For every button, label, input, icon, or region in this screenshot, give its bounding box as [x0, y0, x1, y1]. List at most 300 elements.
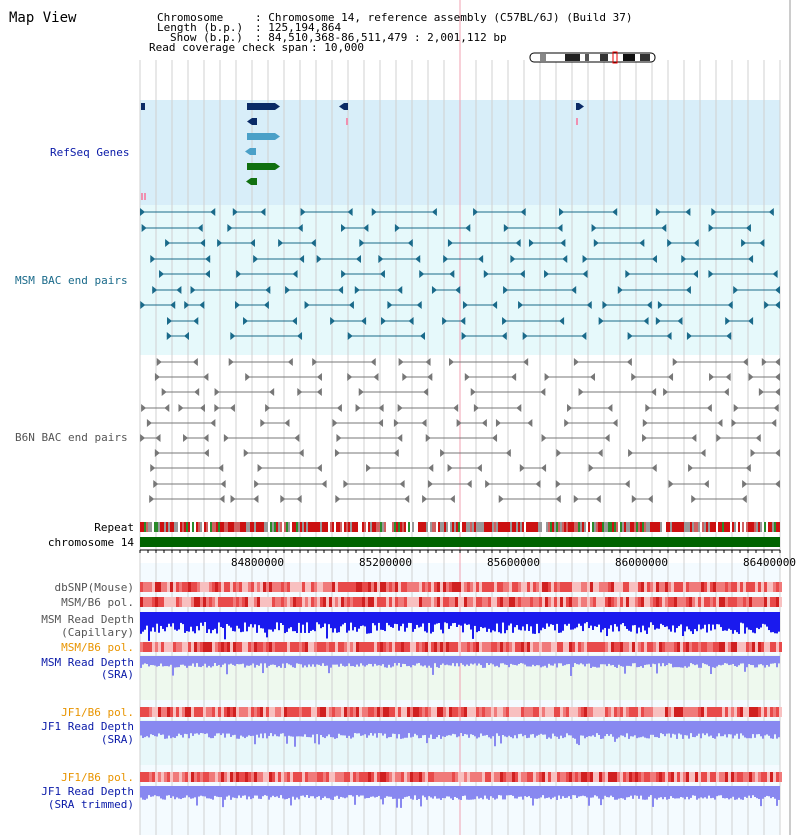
depth-bar [446, 656, 448, 665]
pol-cell [227, 582, 230, 592]
track-label-msm-depth-cap-1[interactable]: MSM Read Depth [41, 613, 134, 626]
depth-bar [628, 612, 630, 631]
pol-cell [491, 642, 494, 652]
depth-bar [520, 656, 522, 663]
pol-cell [212, 597, 215, 607]
depth-bar [374, 612, 376, 625]
repeat-segment [732, 522, 734, 532]
repeat-segment [342, 522, 344, 532]
depth-bar [672, 612, 674, 625]
depth-bar [196, 721, 198, 733]
depth-bar [480, 656, 482, 665]
depth-bar [214, 612, 216, 629]
repeat-segment [654, 522, 656, 532]
depth-bar [184, 656, 186, 666]
depth-bar [718, 612, 720, 624]
depth-bar [574, 656, 576, 663]
depth-bar [184, 786, 186, 798]
depth-bar [712, 786, 714, 798]
depth-bar [594, 656, 596, 667]
pol-cell [641, 597, 644, 607]
depth-bar [468, 656, 470, 666]
pol-cell [659, 642, 662, 652]
depth-bar [174, 786, 176, 799]
pol-cell [143, 582, 146, 592]
pol-cell [623, 597, 626, 607]
depth-bar [660, 656, 662, 666]
depth-bar [348, 612, 350, 631]
pol-cell [404, 597, 407, 607]
depth-bar [758, 656, 760, 665]
repeat-segment [188, 522, 190, 532]
depth-bar [328, 721, 330, 734]
pol-cell [377, 642, 380, 652]
pol-cell [671, 582, 674, 592]
bac-end [254, 480, 259, 488]
bac-end [333, 419, 338, 427]
pol-cell [749, 597, 752, 607]
repeat-segment [542, 522, 544, 532]
pol-cell [476, 642, 479, 652]
depth-bar [208, 612, 210, 629]
depth-bar [706, 721, 708, 733]
pol-cell [149, 642, 152, 652]
pol-cell [509, 597, 512, 607]
depth-bar [190, 721, 192, 733]
pol-cell [449, 772, 452, 782]
pol-cell [443, 642, 446, 652]
pol-cell [263, 772, 266, 782]
pol-cell [143, 707, 146, 717]
depth-bar [428, 721, 430, 738]
depth-bar [388, 721, 390, 737]
depth-bar [774, 656, 776, 663]
repeat-segment [500, 522, 502, 532]
gene [250, 148, 256, 155]
pol-cell [512, 772, 515, 782]
track-label-msm-b6-pol-1[interactable]: MSM/B6 pol. [61, 596, 134, 609]
depth-bar [274, 786, 276, 797]
depth-bar [690, 786, 692, 798]
depth-bar [350, 786, 352, 795]
depth-bar [518, 721, 520, 734]
depth-bar [240, 612, 242, 632]
pol-cell [377, 582, 380, 592]
pol-cell [140, 772, 143, 782]
depth-bar [478, 656, 480, 664]
depth-bar [482, 656, 484, 668]
repeat-segment [226, 522, 228, 532]
bac-end [147, 419, 152, 427]
depth-bar [644, 612, 646, 630]
pol-cell [677, 707, 680, 717]
gene [251, 178, 257, 185]
depth-bar [392, 656, 394, 666]
pol-cell [593, 707, 596, 717]
depth-bar [140, 721, 142, 735]
track-label-b6n-bac[interactable]: B6N BAC end pairs [15, 431, 128, 444]
depth-bar [260, 612, 262, 628]
depth-bar [360, 721, 362, 736]
pol-cell [674, 772, 677, 782]
bac-end [288, 358, 293, 366]
repeat-segment [574, 522, 576, 532]
depth-bar [432, 786, 434, 799]
repeat-segment [252, 522, 254, 532]
depth-bar [558, 656, 560, 663]
depth-bar [424, 786, 426, 797]
pol-cell [707, 597, 710, 607]
depth-bar [152, 656, 154, 665]
depth-bar [190, 656, 192, 666]
depth-bar [284, 786, 286, 799]
depth-bar [238, 721, 240, 739]
track-label-chromosome[interactable]: chromosome 14 [47, 536, 134, 549]
pol-cell [329, 642, 332, 652]
repeat-segment [684, 522, 686, 532]
repeat-segment [220, 522, 222, 532]
depth-bar [260, 786, 262, 799]
depth-bar [244, 721, 246, 738]
pol-cell [143, 642, 146, 652]
pol-cell [314, 642, 317, 652]
depth-bar [382, 721, 384, 736]
pol-cell [758, 597, 761, 607]
pol-cell [533, 582, 536, 592]
repeat-segment [318, 522, 320, 532]
pol-cell [233, 772, 236, 782]
depth-bar [416, 721, 418, 735]
depth-bar [492, 612, 494, 630]
pol-cell [740, 707, 743, 717]
depth-bar [292, 612, 294, 631]
depth-bar [508, 612, 510, 625]
pol-cell [458, 642, 461, 652]
pol-cell [413, 597, 416, 607]
pol-cell [767, 597, 770, 607]
pol-cell [749, 772, 752, 782]
pol-cell [341, 582, 344, 592]
depth-bar [218, 612, 220, 622]
depth-bar [374, 721, 376, 733]
depth-bar [698, 656, 700, 668]
depth-bar [758, 721, 760, 734]
depth-bar [670, 656, 672, 664]
pol-cell [206, 707, 209, 717]
pol-cell [350, 707, 353, 717]
depth-bar [570, 786, 572, 799]
depth-bar [512, 786, 514, 796]
pol-cell [140, 707, 143, 717]
pol-cell [290, 597, 293, 607]
depth-bar [490, 721, 492, 739]
depth-bar [468, 786, 470, 800]
bac-end [605, 434, 610, 442]
pol-cell [617, 707, 620, 717]
repeat-segment [432, 522, 434, 532]
track-label-repeat[interactable]: Repeat [94, 521, 134, 534]
depth-bar [662, 786, 664, 799]
depth-bar [696, 656, 698, 665]
track-label-jf1-pol-1[interactable]: JF1/B6 pol. [61, 706, 134, 719]
depth-bar [340, 786, 342, 797]
pol-cell [653, 707, 656, 717]
pol-cell [425, 772, 428, 782]
pol-cell [692, 642, 695, 652]
depth-bar [638, 721, 640, 737]
depth-bar [160, 612, 162, 626]
pol-cell [596, 597, 599, 607]
depth-bar [550, 612, 552, 624]
pol-cell [200, 582, 203, 592]
pol-cell [494, 707, 497, 717]
pol-cell [284, 642, 287, 652]
repeat-segment [326, 522, 328, 532]
pol-cell [701, 772, 704, 782]
depth-bar [430, 786, 432, 797]
pol-cell [443, 772, 446, 782]
depth-bar [344, 656, 346, 667]
pol-cell [776, 772, 779, 782]
gene [252, 118, 257, 125]
depth-bar [414, 656, 416, 666]
pol-cell [608, 707, 611, 717]
repeat-segment [338, 522, 340, 532]
pol-cell [566, 582, 569, 592]
pol-cell [416, 597, 419, 607]
pol-cell [320, 597, 323, 607]
repeat-segment [362, 522, 364, 532]
depth-bar [272, 786, 274, 796]
pol-cell [218, 597, 221, 607]
track-label-refseq[interactable]: RefSeq Genes [50, 146, 130, 159]
depth-bar [696, 721, 698, 736]
depth-bar [488, 612, 490, 629]
pol-cell [245, 707, 248, 717]
depth-bar [404, 721, 406, 738]
track-label-msm-depth-sra-1[interactable]: MSM Read Depth [41, 656, 134, 669]
repeat-segment [516, 522, 518, 532]
bac-end [742, 480, 747, 488]
pol-cell [263, 642, 266, 652]
repeat-segment [384, 522, 386, 532]
depth-bar [230, 786, 232, 800]
depth-bar [300, 786, 302, 796]
depth-bar [346, 656, 348, 666]
bac-end [397, 434, 402, 442]
pol-cell [425, 707, 428, 717]
pol-cell [275, 642, 278, 652]
track-label-jf1-depth-trim-1[interactable]: JF1 Read Depth [41, 785, 134, 798]
pol-cell [221, 707, 224, 717]
pol-cell [557, 707, 560, 717]
depth-bar [578, 656, 580, 665]
pol-cell [233, 597, 236, 607]
pol-cell [152, 582, 155, 592]
depth-bar [760, 656, 762, 664]
repeat-segment [238, 522, 240, 532]
depth-bar [588, 786, 590, 806]
jf1-pol-heat-1 [140, 707, 782, 717]
pol-cell [218, 772, 221, 782]
track-label-msm-bac[interactable]: MSM BAC end pairs [15, 274, 128, 287]
depth-bar [724, 656, 726, 663]
depth-bar [224, 612, 226, 639]
depth-bar [492, 786, 494, 798]
depth-bar [498, 721, 500, 736]
repeat-segment [370, 522, 372, 532]
bac-end [149, 495, 154, 503]
pol-cell [254, 707, 257, 717]
depth-bar [538, 656, 540, 665]
pol-cell [143, 597, 146, 607]
pol-cell [575, 772, 578, 782]
depth-bar [196, 786, 198, 806]
depth-bar [416, 612, 418, 625]
length-key: Length (b.p.) [157, 21, 244, 34]
depth-bar [754, 612, 756, 633]
pol-cell [626, 582, 629, 592]
depth-bar [246, 656, 248, 666]
pol-cell [416, 707, 419, 717]
depth-bar [352, 786, 354, 796]
depth-bar [650, 721, 652, 735]
depth-bar [456, 786, 458, 798]
pol-cell [578, 582, 581, 592]
pol-cell [596, 772, 599, 782]
pol-cell [506, 582, 509, 592]
depth-bar [522, 656, 524, 664]
pol-cell [596, 707, 599, 717]
repeat-segment [170, 522, 172, 532]
pol-cell [686, 582, 689, 592]
depth-bar [554, 786, 556, 797]
depth-bar [752, 721, 754, 734]
repeat-segment [774, 522, 776, 532]
pol-cell [548, 772, 551, 782]
depth-bar [700, 656, 702, 668]
depth-bar [168, 721, 170, 736]
depth-bar [660, 721, 662, 733]
pol-cell [467, 597, 470, 607]
depth-bar [256, 612, 258, 633]
repeat-segment [496, 522, 498, 532]
pol-cell [347, 642, 350, 652]
pol-cell [251, 582, 254, 592]
depth-bar [264, 721, 266, 733]
depth-bar [468, 612, 470, 624]
bac-end [485, 480, 490, 488]
pol-cell [266, 597, 269, 607]
repeat-segment [316, 522, 318, 532]
pol-cell [545, 772, 548, 782]
track-label-dbsnp[interactable]: dbSNP(Mouse) [54, 581, 134, 594]
depth-bar [620, 612, 622, 624]
track-label-msm-b6-pol-2[interactable]: MSM/B6 pol. [61, 641, 134, 654]
repeat-segment [320, 522, 322, 532]
pol-cell [176, 642, 179, 652]
pol-cell [158, 642, 161, 652]
depth-bar [442, 721, 444, 736]
repeat-segment [392, 522, 394, 532]
depth-bar [578, 786, 580, 797]
depth-bar [336, 721, 338, 738]
bac-end [771, 419, 776, 427]
depth-bar [618, 721, 620, 737]
depth-bar [614, 721, 616, 742]
pol-cell [197, 707, 200, 717]
pol-cell [731, 642, 734, 652]
depth-bar [672, 656, 674, 667]
bac-end [536, 480, 541, 488]
depth-bar [346, 786, 348, 797]
pol-cell [365, 582, 368, 592]
pol-cell [761, 772, 764, 782]
repeat-segment [172, 522, 174, 532]
depth-bar [508, 656, 510, 667]
pol-cell [665, 642, 668, 652]
depth-bar [332, 656, 334, 665]
pol-cell [593, 597, 596, 607]
pol-cell [710, 772, 713, 782]
pol-cell [203, 597, 206, 607]
repeat-segment [290, 522, 292, 532]
track-label-jf1-depth-sra-1[interactable]: JF1 Read Depth [41, 720, 134, 733]
pol-cell [734, 642, 737, 652]
depth-bar [448, 612, 450, 629]
depth-bar [152, 612, 154, 627]
depth-bar [402, 786, 404, 799]
depth-bar [232, 612, 234, 631]
pol-cell [290, 582, 293, 592]
pol-cell [536, 772, 539, 782]
depth-bar [516, 656, 518, 665]
depth-bar [500, 656, 502, 663]
depth-bar [706, 612, 708, 633]
pol-cell [455, 597, 458, 607]
depth-bar [204, 612, 206, 622]
pol-cell [383, 582, 386, 592]
depth-bar [662, 612, 664, 625]
depth-bar [560, 721, 562, 736]
pol-cell [239, 772, 242, 782]
depth-bar [146, 786, 148, 799]
repeat-segment [470, 522, 472, 532]
depth-bar [360, 612, 362, 626]
depth-bar [644, 656, 646, 665]
pol-cell [635, 582, 638, 592]
depth-bar [158, 786, 160, 796]
bac-end [335, 495, 340, 503]
depth-bar [630, 786, 632, 796]
pol-cell [254, 597, 257, 607]
track-label-jf1-pol-2[interactable]: JF1/B6 pol. [61, 771, 134, 784]
repeat-segment [206, 522, 208, 532]
pol-cell [509, 582, 512, 592]
pol-cell [401, 597, 404, 607]
bac-end [704, 480, 709, 488]
depth-bar [248, 721, 250, 735]
depth-bar [148, 612, 150, 641]
depth-bar [166, 721, 168, 739]
depth-bar [496, 786, 498, 799]
depth-bar [174, 612, 176, 630]
pol-cell [437, 772, 440, 782]
pol-cell [377, 597, 380, 607]
pol-cell [686, 642, 689, 652]
depth-bar [714, 721, 716, 739]
repeat-segment [398, 522, 400, 532]
